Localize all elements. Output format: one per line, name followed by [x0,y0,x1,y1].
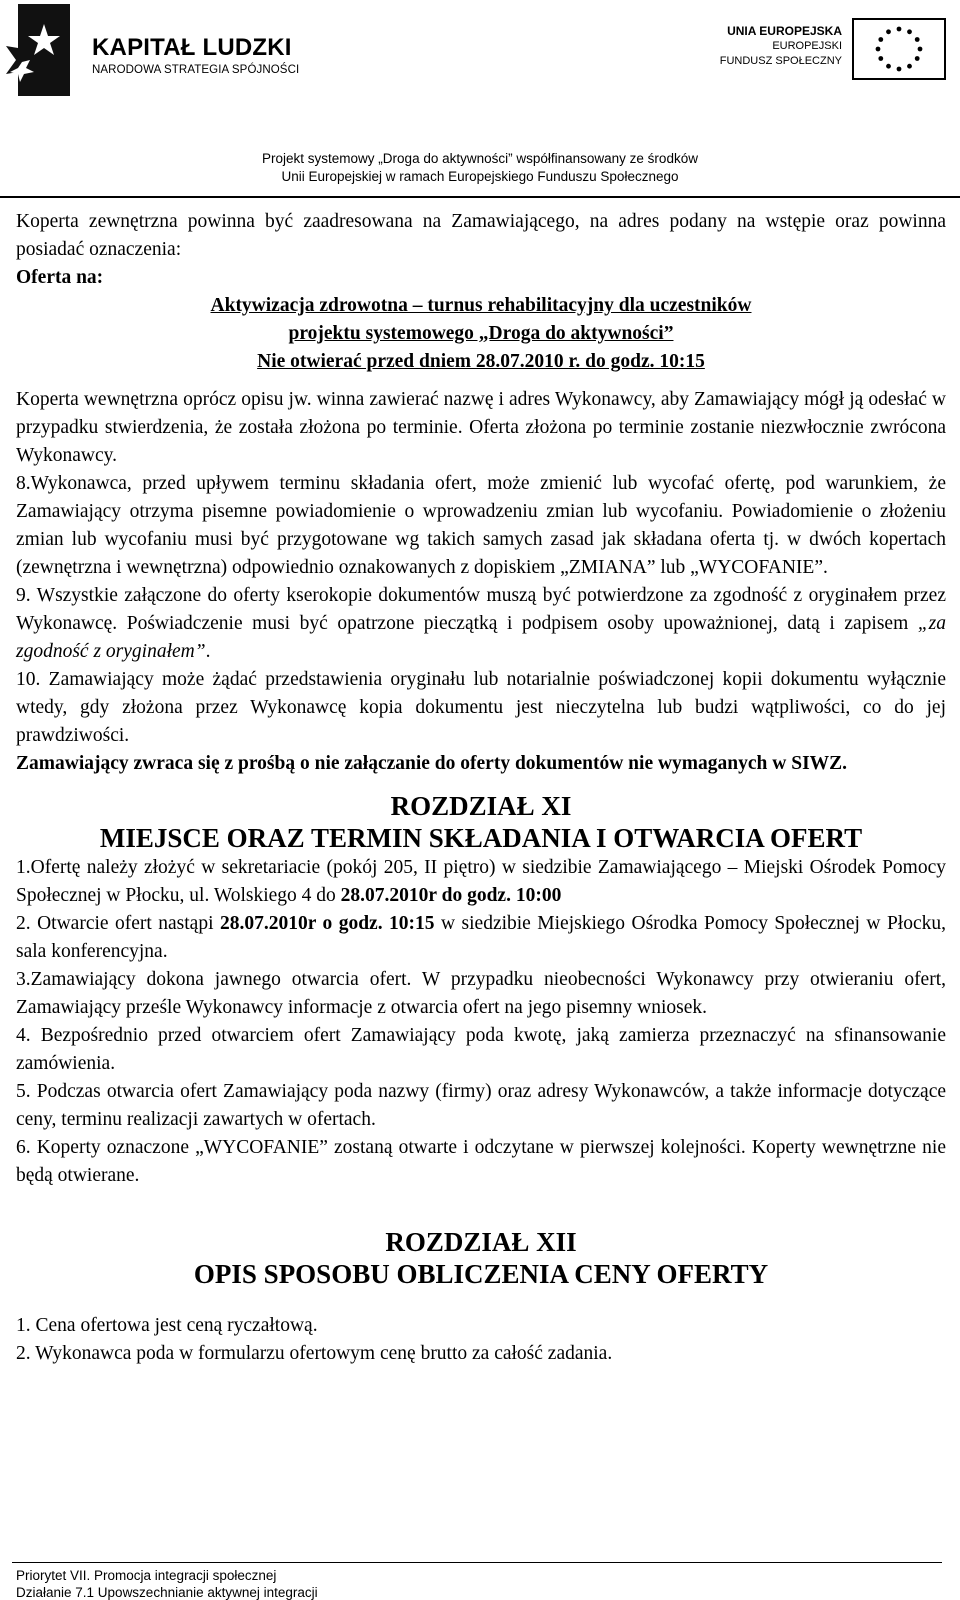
kl-title: KAPITAŁ LUDZKI [92,34,292,61]
footer-priority: Priorytet VII. Promocja integracji społecznej [16,1568,277,1583]
chapter-11-title: ROZDZIAŁ XI [390,791,572,821]
paragraph-9-text: 9. Wszystkie załączone do oferty kserokopie dokumentów muszą być potwierdzone za zgodność z oryginałem przez Wykonawcę. Poświadczenie musi być opatrzone pieczątką i podpisem osoby upoważnionej, datą i zapisem [16,585,946,634]
footer-divider [12,1562,942,1563]
chapter-12-item-2: 2. Wykonawca poda w formularzu ofertowym cenę brutto za całość zadania. [16,1343,613,1364]
item-1-deadline: 28.07.2010r do godz. 10:00 [340,885,562,906]
eu-flag-icon [852,18,946,80]
item-2-text-a: 2. Otwarcie ofert nastąpi [16,913,220,934]
page-header [0,0,960,200]
ue-line2: EUROPEJSKI [772,40,842,52]
paragraph-10: 10. Zamawiający może żądać przedstawienia oryginału lub notarialnie poświadczonej kopii dokumentu wyłącznie wtedy, gdy złożona przez Wykonawcę kopia dokumentu jest nieczytelna lub budzi wątpliwości, co do jej prawdziwości. [16,669,946,746]
offer-label: Oferta na: [16,267,104,288]
item-2-text-b: w siedzibie Miejskiego Ośrodka Pomocy Społecznej w Płocku, sala konferencyjna. [16,913,946,962]
paragraph-bold-request: Zamawiający zwraca się z prośbą o nie załączanie do oferty dokumentów nie wymaganych w SIWZ. [16,753,848,774]
ue-line3: FUNDUSZ SPOŁECZNY [719,55,842,67]
offer-line-1: Aktywizacja zdrowotna – turnus rehabilitacyjny dla uczestników [210,295,752,316]
paragraph-9 [16,582,946,666]
chapter-12-title: ROZDZIAŁ XII [385,1227,577,1257]
chapter-12-subtitle: OPIS SPOSOBU OBLICZENIA CENY OFERTY [193,1259,769,1289]
chapter-11-item-6: 6. Koperty oznaczone „WYCOFANIE” zostaną otwarte i odczytane w pierwszej kolejności. Koperty wewnętrzne nie będą otwierane. [16,1137,946,1186]
project-info [0,150,960,186]
paragraph-8: 8.Wykonawca, przed upływem terminu składania ofert, może zmienić lub wycofać ofertę, pod warunkiem, że Zamawiający otrzyma pisemne powiadomienie o wprowadzeniu zmian lub wycofaniu. Powiadomienie o złożeniu zmian lub wycofaniu musi być przygotowane wg takich samych zasad jak składana oferta tj. w dwóch kopertach (zewnętrzna i wewnętrzna) odpowiednio oznakowanych z dopiskiem „ZMIANA” lub „WYCOFANIE”. [16,473,946,578]
ue-line1: UNIA EUROPEJSKA [727,24,842,38]
chapter-11-subtitle: MIEJSCE ORAZ TERMIN SKŁADANIA I OTWARCIA OFERT [99,823,863,853]
kapital-ludzki-logo-icon [4,2,88,98]
document-body [16,208,946,1368]
offer-line-2: projektu systemowego „Droga do aktywności” [288,323,674,344]
item-1-text: 1.Ofertę należy złożyć w sekretariacie (pokój 205, II piętro) w siedzibie Zamawiającego – Miejski Ośrodek Pomocy Społecznej w Płocku, ul. Wolskiego 4 do [16,857,946,906]
paragraph-envelope-outer: Koperta zewnętrzna powinna być zaadresowana na Zamawiającego, na adres podany na wstępie oraz powinna posiadać oznaczenia: [16,211,946,260]
chapter-11-item-5: 5. Podczas otwarcia ofert Zamawiający poda nazwy (firmy) oraz adresy Wykonawców, a także informacje dotyczące ceny, terminu realizacji zawartych w ofertach. [16,1081,946,1130]
kl-subtitle: NARODOWA STRATEGIA SPÓJNOŚCI [92,64,300,76]
header-divider [0,196,960,198]
chapter-11-item-2 [16,910,946,966]
chapter-11-item-3: 3.Zamawiający dokona jawnego otwarcia ofert. W przypadku nieobecności Wykonawcy przy otwieraniu ofert, Zamawiający prześle Wykonawcy informacje z otwarcia ofert na jego pisemny wniosek. [16,969,946,1018]
project-line1: Projekt systemowy „Droga do aktywności” współfinansowany ze środków [262,151,698,166]
spacer [16,376,946,386]
offer-line-3: Nie otwierać przed dniem 28.07.2010 r. do godz. 10:15 [257,351,705,372]
footer-action: Działanie 7.1 Upowszechnianie aktywnej integracji [16,1585,318,1600]
paragraph-envelope-inner: Koperta wewnętrzna oprócz opisu jw. winna zawierać nazwę i adres Wykonawcy, aby Zamawiający mógł ją odesłać w przypadku stwierdzenia, że została złożona po terminie. Oferta złożona po terminie zostanie niezwłocznie zwrócona Wykonawcy. [16,389,946,466]
chapter-11-item-4: 4. Bezpośrednio przed otwarciem ofert Zamawiający poda kwotę, jaką zamierza przeznaczyć na sfinansowanie zamówienia. [16,1025,946,1074]
paragraph-9-italic: „za zgodność z oryginałem” [16,613,946,662]
chapter-12-item-1: 1. Cena ofertowa jest ceną ryczałtową. [16,1315,318,1336]
chapter-11-item-1 [16,854,946,910]
item-2-date: 28.07.2010r o godz. 10:15 [219,913,435,934]
paragraph-9-end: . [205,641,211,662]
ue-label [720,24,842,69]
project-line2: Unii Europejskiej w ramach Europejskiego Funduszu Społecznego [281,169,679,184]
